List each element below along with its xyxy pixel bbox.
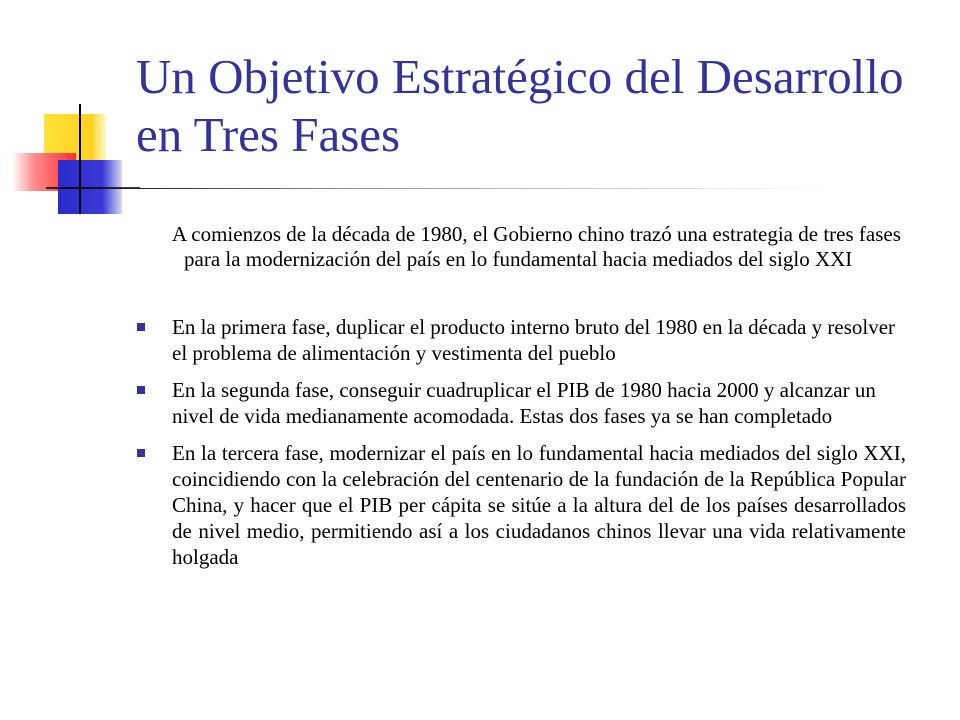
bullet-text: En la segunda fase, conseguir cuadruplicar el PIB de 1980 hacia 2000 y alcanzar un nivel de vida medianamente acomodada. Estas dos fases ya se han completado [172, 378, 876, 428]
intro-paragraph: A comienzos de la década de 1980, el Gobierno chino trazó una estrategia de tres fases para la modernización del país en lo fundamental hacia mediados del siglo XXI [172, 222, 901, 271]
corner-decoration [0, 0, 140, 230]
bullet-item-phase-1 [134, 314, 906, 366]
title-underline [56, 188, 836, 189]
bullet-text: En la primera fase, duplicar el producto interno bruto del 1980 en la década y resolver el problema de alimentación y vestimenta del pueblo [172, 315, 896, 365]
square-bullet-icon [137, 449, 145, 457]
slide-title: Un Objetivo Estratégico del Desarrollo en Tres Fases [136, 49, 904, 162]
bullet-text: En la tercera fase, modernizar el país en lo fundamental hacia mediados del siglo XXI, coincidiendo con la celebración del centenario de la fundación de la República Popular China, y hacer que el PIB per cápita se sitúe a la altura del de los países desarrollados de nivel medio, permitiendo así a los ciudadanos chinos llevar una vida relativamente holgada [172, 441, 906, 569]
bullet-item-phase-2 [134, 377, 906, 429]
blue-square [58, 160, 122, 214]
square-bullet-icon [137, 323, 145, 331]
bullet-list [134, 314, 906, 581]
bullet-item-phase-3 [134, 440, 906, 570]
square-bullet-icon [137, 386, 145, 394]
